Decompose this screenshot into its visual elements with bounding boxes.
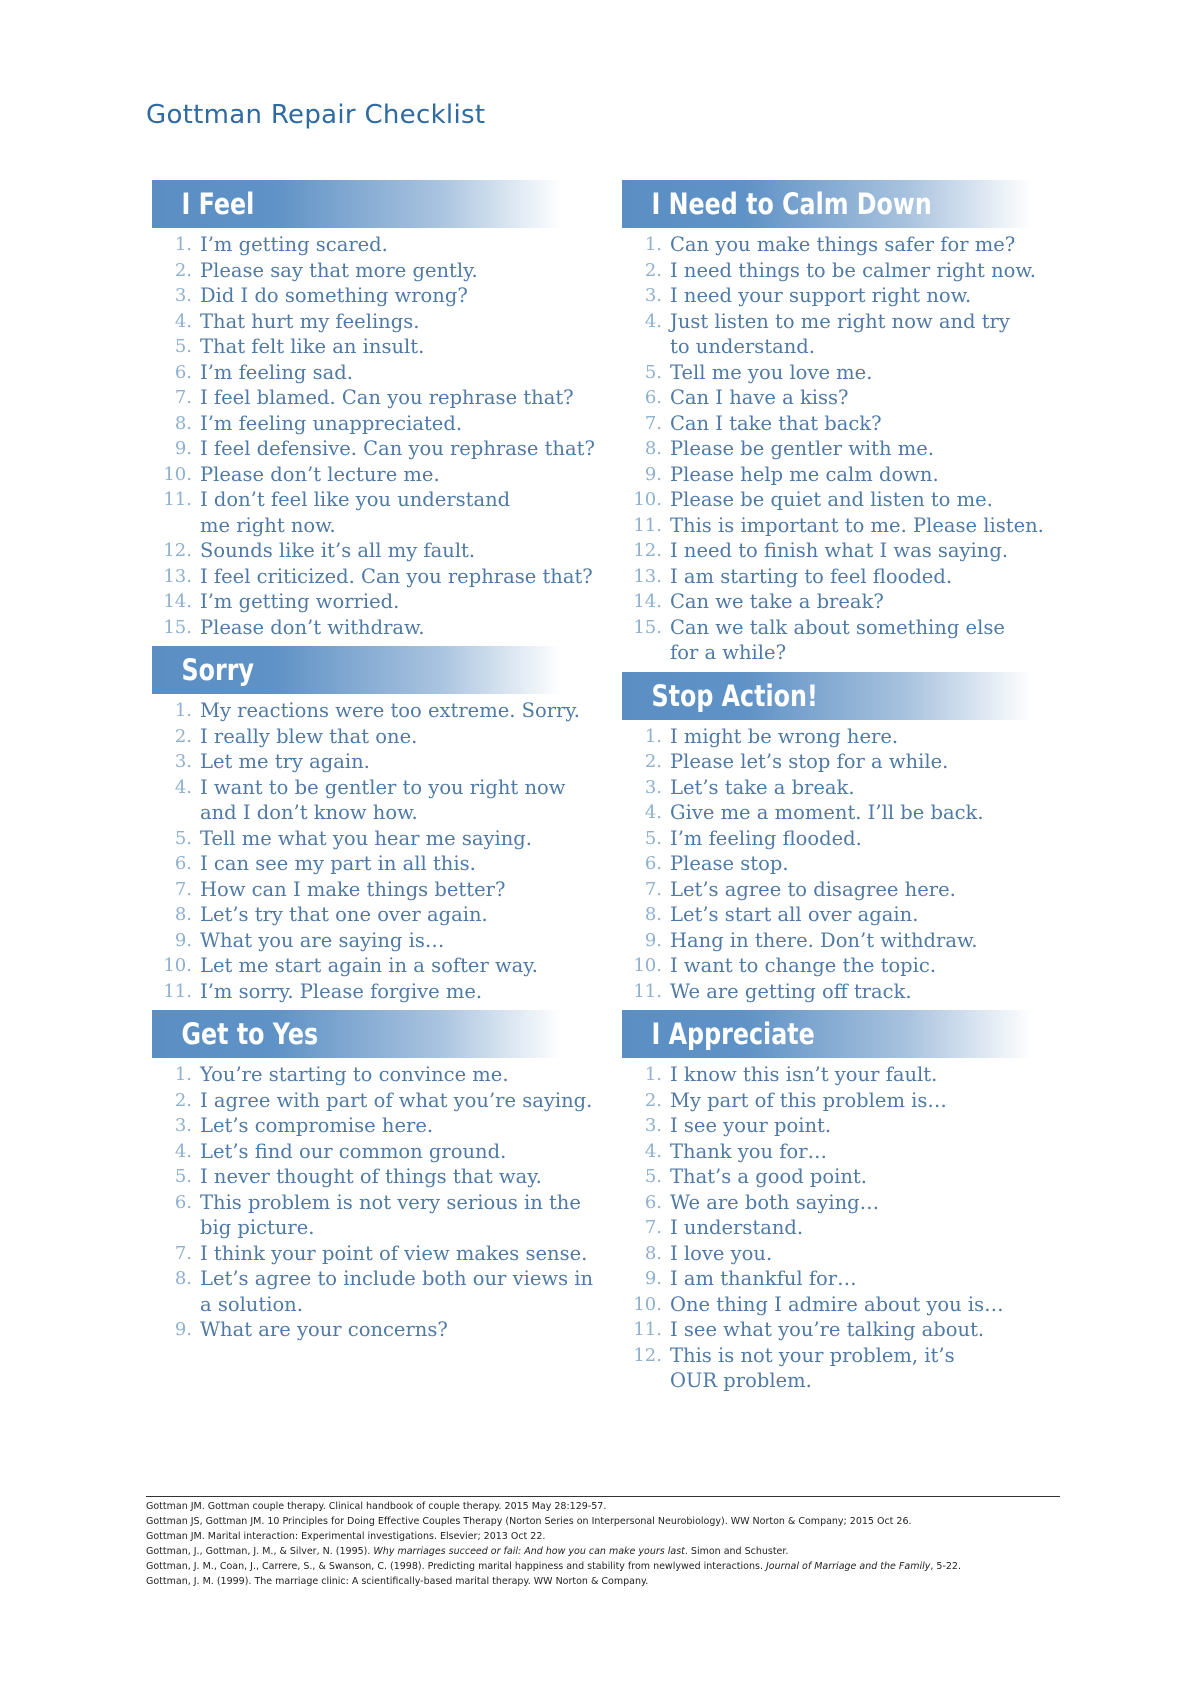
list-item [152, 749, 562, 775]
item-text: Please don’t withdraw. [200, 615, 425, 639]
list-item [152, 953, 562, 979]
item-text: me right now. [200, 513, 336, 537]
list-item [152, 698, 581, 724]
item-number: 1. [174, 234, 192, 255]
item-text: Can I take that back? [670, 411, 882, 435]
item-text: That felt like an insult. [200, 335, 425, 358]
item-number: 1. [644, 725, 662, 747]
reference-text: Gottman JS, Gottman JM. 10 Principles for Doing Effective Couples Therapy (Norton Series on Interpersonal Neurobiology). WW Norton & Company; 2015 Oct 26. [146, 1516, 912, 1527]
section-get-to-yes [152, 1010, 594, 1343]
list-item [152, 589, 562, 615]
item-text: I need your support right now. [670, 284, 972, 307]
item-number: 7. [644, 1217, 662, 1238]
list-item [622, 1241, 1032, 1267]
reference-title: Why marriages succeed or fail: And how you can make yours last [373, 1546, 685, 1557]
item-text: I know this isn’t your fault. [670, 1063, 938, 1086]
item-number: 5. [174, 336, 192, 357]
list-item [622, 615, 1032, 641]
item-number: 9. [644, 1268, 662, 1289]
reference-item [146, 1544, 1060, 1559]
item-number: 11. [633, 980, 662, 1002]
item-text: I want to change the topic. [670, 954, 937, 977]
item-number: 4. [644, 802, 662, 823]
section-heading: Sorry [181, 653, 254, 687]
item-text: I’m feeling sad. [200, 360, 353, 384]
item-text: I don’t feel like you understand [200, 488, 511, 511]
list-item [622, 309, 1032, 335]
phrase-list [152, 698, 581, 1004]
item-number: 8. [644, 904, 662, 925]
item-text: I’m getting scared. [200, 233, 388, 256]
list-item [622, 411, 1032, 437]
list-item [152, 775, 566, 801]
item-number: 2. [174, 259, 192, 281]
item-text: Let me start again in a softer way. [200, 954, 538, 977]
list-item [152, 1241, 588, 1267]
list-item [152, 851, 562, 877]
section-banner [152, 1010, 562, 1058]
item-text: Let’s agree to disagree here. [670, 877, 956, 901]
item-number: 4. [644, 310, 662, 332]
reference-text-end: . Simon and Schuster. [684, 1546, 789, 1557]
item-text: Give me a moment. I’ll be back. [670, 801, 984, 824]
item-text: Let’s compromise here. [200, 1114, 434, 1137]
item-number: 2. [644, 259, 662, 281]
section-banner [152, 646, 562, 694]
section-i-appreciate [622, 1010, 1032, 1394]
item-number: 2. [174, 725, 192, 747]
item-text: I am starting to feel flooded. [670, 564, 953, 588]
reference-text: Gottman, J. M., Coan, J., Carrere, S., & Swanson, C. (1998). Predicting marital happiness and stability from newlywed interactions. [146, 1561, 766, 1572]
item-number: 10. [633, 489, 662, 510]
section-banner [622, 1010, 1032, 1058]
right-column [622, 180, 1044, 1400]
list-item [152, 1139, 562, 1165]
item-text: Tell me what you hear me saying. [200, 826, 532, 850]
item-text: Hang in there. Don’t withdraw. [670, 928, 978, 952]
section-banner [152, 180, 562, 228]
list-item [152, 513, 562, 539]
item-number: 3. [174, 285, 192, 306]
list-item [152, 360, 562, 386]
list-item [152, 462, 562, 488]
list-item [622, 1317, 1032, 1343]
item-text: Can I have a kiss? [670, 386, 849, 409]
list-item [152, 1292, 562, 1318]
reference-text: Gottman JM. Gottman couple therapy. Clinical handbook of couple therapy. 2015 May 28:129-57. [146, 1501, 607, 1512]
item-number [152, 1215, 200, 1241]
list-item [622, 1368, 1032, 1394]
item-number [152, 800, 200, 826]
list-item [152, 615, 562, 641]
item-text: Just listen to me right now and try [670, 309, 1010, 333]
item-text: Please be gentler with me. [670, 437, 934, 460]
list-item [152, 232, 562, 258]
item-number: 1. [644, 1064, 662, 1085]
item-text: I’m feeling flooded. [670, 826, 862, 850]
item-number: 14. [163, 591, 192, 612]
list-item [152, 902, 562, 928]
list-item [622, 334, 1032, 360]
item-text: Tell me you love me. [670, 360, 873, 384]
item-text: What are your concerns? [200, 1318, 448, 1341]
list-item [622, 1343, 1032, 1369]
list-item [622, 724, 1032, 750]
list-item [152, 928, 562, 954]
list-item [622, 979, 1032, 1005]
item-number: 2. [174, 1089, 192, 1111]
item-number: 2. [644, 751, 662, 772]
left-column [152, 180, 595, 1349]
item-text: This problem is not very serious in the [200, 1190, 581, 1214]
section-heading: I Appreciate [651, 1017, 815, 1051]
item-number: 4. [174, 776, 192, 798]
item-text: My reactions were too extreme. Sorry. [200, 699, 581, 722]
list-item [152, 538, 562, 564]
item-number: 5. [644, 1166, 662, 1187]
item-number: 12. [633, 540, 662, 561]
list-item [622, 640, 1032, 666]
list-item [152, 979, 562, 1005]
list-item [152, 1088, 593, 1114]
item-number: 5. [644, 827, 662, 849]
list-item [622, 1088, 1032, 1114]
item-number: 3. [174, 751, 192, 772]
reference-item [146, 1559, 1060, 1574]
item-number: 9. [174, 929, 192, 951]
item-text: big picture. [200, 1216, 315, 1239]
list-item [152, 564, 593, 590]
item-number: 8. [174, 1268, 192, 1289]
list-item [152, 334, 562, 360]
list-item [152, 1215, 562, 1241]
item-text: to understand. [670, 335, 815, 358]
list-item [622, 800, 1032, 826]
item-number: 7. [174, 878, 192, 900]
list-item [152, 1062, 562, 1088]
list-item [622, 462, 1032, 488]
item-text: a solution. [200, 1292, 303, 1316]
section-heading: Stop Action! [651, 678, 818, 713]
reference-text-end: , 5-22. [930, 1561, 961, 1572]
item-number: 8. [174, 904, 192, 925]
item-text: Sounds like it’s all my fault. [200, 539, 476, 562]
section-i-need-to-calm-down [622, 180, 1044, 666]
list-item [152, 877, 562, 903]
list-item [622, 487, 1032, 513]
item-text: I never thought of things that way. [200, 1165, 542, 1188]
list-item [622, 877, 1032, 903]
item-number: 1. [174, 700, 192, 721]
item-text: Let’s start all over again. [670, 903, 919, 926]
item-number: 14. [633, 591, 662, 612]
list-item [152, 309, 562, 335]
item-text: I think your point of view makes sense. [200, 1241, 588, 1265]
list-item [152, 800, 562, 826]
item-text: Let me try again. [200, 750, 370, 773]
item-number: 7. [644, 878, 662, 900]
list-item [622, 1266, 1032, 1292]
phrase-list [622, 232, 1044, 666]
item-text: Please be quiet and listen to me. [670, 488, 993, 511]
item-text: I feel defensive. Can you rephrase that? [200, 437, 595, 460]
list-item [152, 1266, 594, 1292]
footer-divider [146, 1496, 1060, 1497]
section-stop-action [622, 672, 1032, 1005]
item-number: 4. [174, 1140, 192, 1162]
item-text: Can you make things safer for me? [670, 233, 1016, 256]
section-heading: I Need to Calm Down [651, 187, 932, 221]
reference-list [146, 1499, 1060, 1589]
item-number: 6. [644, 853, 662, 874]
item-text: Please don’t lecture me. [200, 462, 440, 486]
item-number: 9. [174, 1319, 192, 1340]
reference-item [146, 1574, 1060, 1589]
item-number: 11. [633, 1319, 662, 1340]
list-item [152, 283, 562, 309]
item-number: 7. [174, 387, 192, 408]
section-i-feel [152, 180, 595, 640]
list-item [152, 1113, 562, 1139]
item-number [152, 1292, 200, 1318]
item-number [152, 513, 200, 539]
list-item [622, 1215, 1032, 1241]
item-number: 8. [644, 438, 662, 459]
list-item [152, 258, 562, 284]
phrase-list [152, 1062, 594, 1343]
list-item [622, 360, 1032, 386]
reference-item [146, 1514, 1060, 1529]
page-title: Gottman Repair Checklist [146, 100, 486, 130]
list-item [622, 902, 1032, 928]
list-item [622, 1190, 1032, 1216]
phrase-list [622, 1062, 1032, 1394]
item-number: 4. [644, 1140, 662, 1162]
reference-item [146, 1499, 1060, 1514]
list-item [622, 258, 1036, 284]
item-number: 8. [174, 412, 192, 434]
list-item [152, 1190, 581, 1216]
item-number: 5. [644, 361, 662, 383]
list-item [152, 724, 562, 750]
item-text: OUR problem. [670, 1369, 812, 1392]
item-text: Let’s try that one over again. [200, 903, 488, 926]
item-number [622, 334, 670, 360]
list-item [152, 826, 562, 852]
item-number: 6. [174, 853, 192, 874]
item-number: 9. [644, 929, 662, 951]
phrase-list [622, 724, 1032, 1005]
list-item [152, 487, 562, 513]
list-item [622, 953, 1032, 979]
section-sorry [152, 646, 581, 1004]
item-number: 9. [174, 438, 192, 459]
item-number: 12. [633, 1344, 662, 1366]
item-number: 10. [633, 1293, 662, 1315]
item-number: 6. [174, 1191, 192, 1213]
item-text: Let’s find our common ground. [200, 1139, 507, 1163]
item-number [622, 640, 670, 666]
list-item [622, 385, 1032, 411]
list-item [622, 1062, 1032, 1088]
list-item [622, 1292, 1032, 1318]
item-number: 7. [644, 412, 662, 434]
list-item [622, 851, 1032, 877]
item-number: 11. [633, 514, 662, 536]
list-item [622, 232, 1032, 258]
item-number: 13. [633, 565, 662, 587]
list-item [622, 1164, 1032, 1190]
item-number: 3. [644, 1115, 662, 1136]
list-item [152, 411, 562, 437]
item-number: 10. [633, 955, 662, 976]
item-text: That’s a good point. [670, 1165, 867, 1188]
item-number: 3. [174, 1115, 192, 1136]
item-text: Did I do something wrong? [200, 284, 468, 307]
item-number: 4. [174, 310, 192, 332]
list-item [152, 436, 595, 462]
list-item [622, 564, 1032, 590]
item-number: 7. [174, 1242, 192, 1264]
item-text: We are both saying… [670, 1190, 880, 1214]
item-text: I feel criticized. Can you rephrase that? [200, 564, 593, 588]
item-number: 15. [163, 616, 192, 638]
item-number: 5. [174, 1166, 192, 1187]
item-text: My part of this problem is… [670, 1088, 947, 1112]
item-number: 10. [163, 463, 192, 485]
list-item [622, 589, 1032, 615]
item-text: One thing I admire about you is… [670, 1292, 1004, 1316]
item-text: Please help me calm down. [670, 462, 939, 486]
reference-item [146, 1529, 1060, 1544]
item-text: You’re starting to convince me. [200, 1063, 509, 1086]
item-text: That hurt my feelings. [200, 309, 420, 333]
item-number: 13. [163, 565, 192, 587]
item-text: I see your point. [670, 1114, 832, 1137]
item-text: I feel blamed. Can you rephrase that? [200, 386, 574, 409]
item-text: Please say that more gently. [200, 258, 478, 282]
item-text: I need to finish what I was saying. [670, 539, 1009, 562]
item-text: I am thankful for… [670, 1267, 857, 1290]
item-number: 15. [633, 616, 662, 638]
item-text: and I don’t know how. [200, 801, 418, 824]
list-item [152, 385, 574, 411]
list-item [152, 1164, 562, 1190]
item-text: Can we talk about something else [670, 615, 1005, 639]
list-item [622, 1139, 1032, 1165]
item-number: 11. [163, 980, 192, 1002]
item-text: Let’s agree to include both our views in [200, 1267, 594, 1290]
item-text: We are getting off track. [670, 979, 912, 1003]
item-number: 6. [174, 361, 192, 383]
item-text: I might be wrong here. [670, 724, 899, 748]
item-text: I see what you’re talking about. [670, 1318, 985, 1341]
list-item [622, 1113, 1032, 1139]
item-text: I need things to be calmer right now. [670, 258, 1036, 282]
item-text: This is not your problem, it’s [670, 1343, 955, 1367]
item-text: I understand. [670, 1216, 804, 1239]
item-text: I really blew that one. [200, 724, 418, 748]
item-number: 6. [644, 387, 662, 408]
references-footer [146, 1496, 1060, 1589]
item-text: for a while? [670, 641, 787, 664]
item-text: Please let’s stop for a while. [670, 750, 949, 773]
reference-title: Journal of Marriage and the Family [766, 1561, 931, 1572]
item-number: 3. [644, 776, 662, 798]
item-number: 8. [644, 1242, 662, 1264]
item-number: 9. [644, 463, 662, 485]
item-number: 1. [644, 234, 662, 255]
item-number: 2. [644, 1089, 662, 1111]
item-text: How can I make things better? [200, 877, 506, 901]
list-item [622, 749, 1032, 775]
list-item [622, 513, 1044, 539]
item-text: I’m getting worried. [200, 590, 400, 613]
item-number: 5. [174, 827, 192, 849]
item-text: Can we take a break? [670, 590, 884, 613]
list-item [622, 436, 1032, 462]
section-heading: Get to Yes [181, 1017, 319, 1051]
list-item [622, 283, 1032, 309]
item-text: I love you. [670, 1241, 773, 1265]
reference-text: Gottman JM. Marital interaction: Experimental investigations. Elsevier; 2013 Oct 22. [146, 1531, 546, 1542]
reference-text: Gottman, J., Gottman, J. M., & Silver, N. (1995). [146, 1546, 374, 1557]
reference-text: Gottman, J. M. (1999). The marriage clinic: A scientifically-based marital therapy. WW Norton & Company. [146, 1576, 649, 1587]
item-number: 12. [163, 540, 192, 561]
section-banner [622, 180, 1032, 228]
item-text: I agree with part of what you’re saying. [200, 1088, 593, 1112]
item-number: 3. [644, 285, 662, 306]
item-text: This is important to me. Please listen. [670, 513, 1044, 537]
item-number: 11. [163, 489, 192, 510]
item-text: Let’s take a break. [670, 775, 855, 799]
section-heading: I Feel [181, 187, 255, 221]
item-text: I can see my part in all this. [200, 852, 476, 875]
phrase-list [152, 232, 595, 640]
item-text: Thank you for… [670, 1139, 828, 1163]
list-item [622, 928, 1032, 954]
item-number: 10. [163, 955, 192, 976]
list-item [622, 826, 1032, 852]
list-item [622, 538, 1032, 564]
item-text: Please stop. [670, 852, 789, 875]
item-text: What you are saying is… [200, 928, 445, 952]
item-text: I want to be gentler to you right now [200, 775, 566, 799]
item-number: 6. [644, 1191, 662, 1213]
list-item [622, 775, 1032, 801]
item-text: I’m feeling unappreciated. [200, 411, 463, 435]
item-text: I’m sorry. Please forgive me. [200, 979, 483, 1003]
item-number [622, 1368, 670, 1394]
list-item [152, 1317, 562, 1343]
section-banner [622, 672, 1032, 720]
item-number: 1. [174, 1064, 192, 1085]
